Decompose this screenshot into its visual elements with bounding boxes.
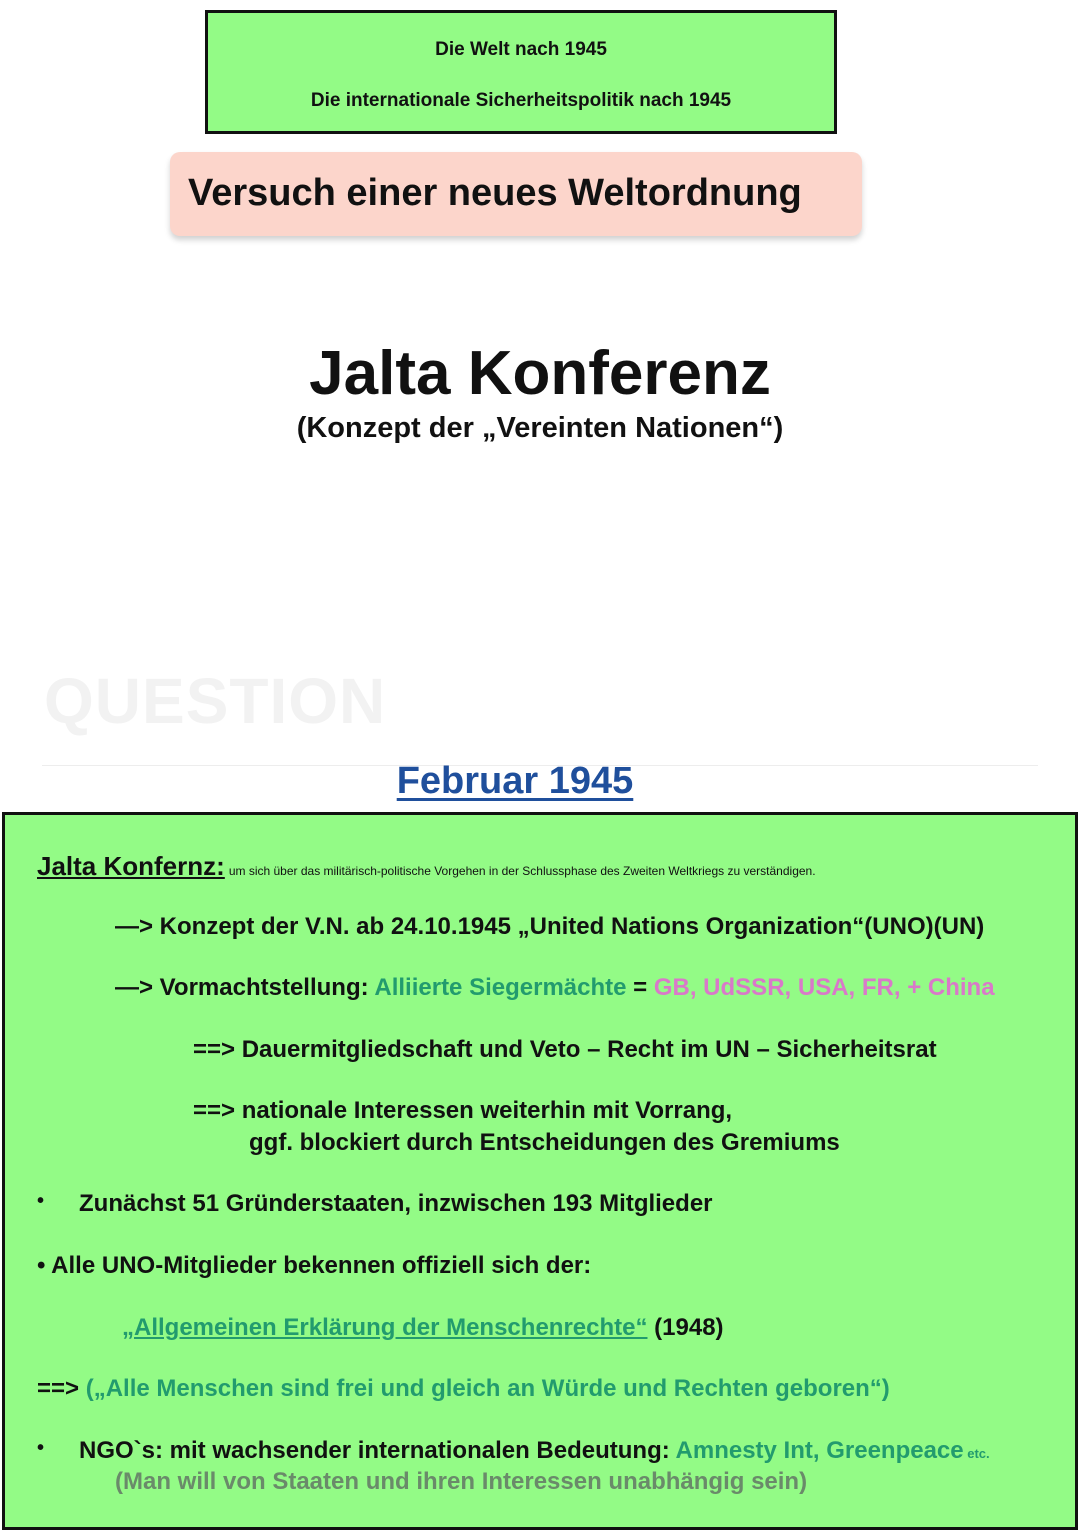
founders-line: Zunächst 51 Gründerstaaten, inzwischen 193 Mitglieder (79, 1190, 713, 1217)
bullet-icon: • (37, 1190, 45, 1212)
victor-states: GB, UdSSR, USA, FR, + China (653, 974, 995, 1001)
free-equal-line (37, 1375, 890, 1403)
declaration-year: (1948) (647, 1314, 724, 1341)
declaration-line (122, 1314, 724, 1342)
conference-heading (37, 851, 816, 882)
header-title: Die Welt nach 1945 (435, 39, 607, 60)
supremacy-line (115, 974, 995, 1002)
header-subtitle: Die internationale Sicherheitspolitik nach 1945 (310, 90, 732, 111)
un-concept-line: —> Konzept der V.N. ab 24.10.1945 „United Nations Organization“(UNO)(UN) (115, 913, 985, 940)
arrow-text: ==> (37, 1375, 86, 1402)
national-interests-line: ==> nationale Interessen weiterhin mit Vorrang, (193, 1097, 733, 1124)
page-title: Jalta Konferenz (309, 339, 771, 408)
content-box (2, 812, 1078, 1530)
ngo-line (79, 1437, 990, 1465)
conference-note: um sich über das militärisch-politische Vorgehen in der Schlussphase des Zweiten Weltkriegs zu verständigen. (228, 864, 816, 878)
ngo-examples: Amnesty Int, Greenpeace (675, 1437, 964, 1464)
ngo-label: NGO`s: mit wachsender internationalen Bedeutung: (79, 1437, 676, 1464)
declaration-link[interactable]: „Allgemeinen Erklärung der Menschenrechte“ (122, 1314, 648, 1341)
bullet-icon: • (37, 1437, 45, 1459)
independence-note: (Man will von Staaten und ihren Interessen unabhängig sein) (115, 1468, 808, 1495)
equals-sign: = (626, 974, 654, 1001)
allies-text: Alliierte Siegermächte (374, 974, 627, 1001)
permanent-membership-line: ==> Dauermitgliedschaft und Veto – Recht im UN – Sicherheitsrat (193, 1036, 937, 1063)
conference-label: Jalta Konfernz: (37, 851, 225, 881)
page-subtitle: (Konzept der „Vereinten Nationen“) (296, 412, 784, 444)
topic-banner (170, 152, 862, 236)
supremacy-prefix: —> Vormachtstellung: (115, 974, 375, 1001)
date-heading: Februar 1945 (396, 760, 634, 802)
free-equal-quote: („Alle Menschen sind frei und gleich an Würde und Rechten geboren“) (85, 1375, 890, 1402)
members-commit-line: • Alle UNO-Mitglieder bekennen offiziell sich der: (37, 1252, 592, 1279)
ngo-etc: etc. (963, 1446, 990, 1461)
national-interests-line-2: ggf. blockiert durch Entscheidungen des Gremiums (249, 1129, 840, 1156)
banner-text: Versuch einer neues Weltordnung (188, 172, 802, 214)
watermark: QUESTION (44, 665, 387, 737)
header-box (205, 10, 837, 134)
